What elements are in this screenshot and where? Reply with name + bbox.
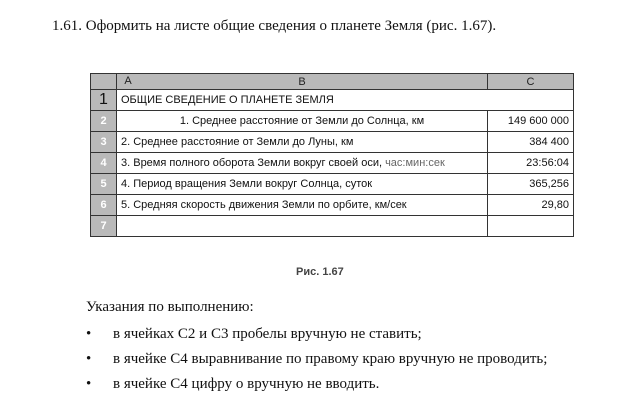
value-cell: 23:56:04: [488, 153, 574, 174]
value-cell: 384 400: [488, 132, 574, 153]
value-cell: 149 600 000: [488, 111, 574, 132]
bullet-icon: •: [86, 351, 92, 367]
list-item-text: в ячейках С2 и С3 пробелы вручную не ставить;: [113, 326, 422, 342]
list-item: [86, 351, 547, 376]
label-text: 3. Время полного оборота Земли вокруг своей оси,: [121, 157, 383, 169]
value-cell: 29,80: [488, 195, 574, 216]
table-row: [91, 90, 574, 111]
instructions-list: [86, 326, 547, 401]
unit-text: час:мин:сек: [385, 157, 445, 169]
label-cell: 5. Средняя скорость движения Земли по орбите, км/сек: [117, 195, 488, 216]
table-row: [91, 216, 574, 237]
row-number: 5: [91, 174, 117, 195]
spreadsheet-figure: [90, 73, 574, 237]
label-cell: 2. Среднее расстояние от Земли до Луны, км: [117, 132, 488, 153]
label-cell: [117, 216, 488, 237]
column-header-a-label: A: [124, 75, 132, 87]
row-number: 7: [91, 216, 117, 237]
corner-cell: [91, 74, 117, 90]
column-header-b-label: B: [298, 75, 306, 88]
list-item: [86, 326, 547, 351]
column-header-row: [91, 74, 574, 90]
table-row: [91, 174, 574, 195]
sheet-title-cell: ОБЩИЕ СВЕДЕНИЕ О ПЛАНЕТЕ ЗЕМЛЯ: [117, 90, 574, 111]
value-cell: [488, 216, 574, 237]
row-number: 3: [91, 132, 117, 153]
task-heading: 1.61. Оформить на листе общие сведения о планете Земля (рис. 1.67).: [52, 18, 497, 34]
column-header-b: [117, 74, 488, 90]
row-number: 4: [91, 153, 117, 174]
row-number: [91, 90, 117, 111]
row-number-label: 1: [99, 91, 108, 108]
table-row: [91, 195, 574, 216]
label-cell: 1. Среднее расстояние от Земли до Солнца, км: [117, 111, 488, 132]
table-row: [91, 111, 574, 132]
list-item-text: в ячейке С4 выравнивание по правому краю вручную не проводить;: [113, 351, 548, 367]
list-item: [86, 376, 547, 401]
bullet-icon: •: [86, 326, 92, 342]
label-cell: 4. Период вращения Земли вокруг Солнца, суток: [117, 174, 488, 195]
list-item-text: в ячейке С4 цифру о вручную не вводить.: [113, 376, 380, 392]
column-header-c: C: [488, 74, 574, 90]
instructions-title: Указания по выполнению:: [86, 299, 254, 315]
row-number: 6: [91, 195, 117, 216]
value-cell: 365,256: [488, 174, 574, 195]
row-number: 2: [91, 111, 117, 132]
figure-caption: Рис. 1.67: [296, 266, 344, 278]
bullet-icon: •: [86, 376, 92, 392]
label-cell: [117, 153, 488, 174]
table-row: [91, 153, 574, 174]
table-row: [91, 132, 574, 153]
